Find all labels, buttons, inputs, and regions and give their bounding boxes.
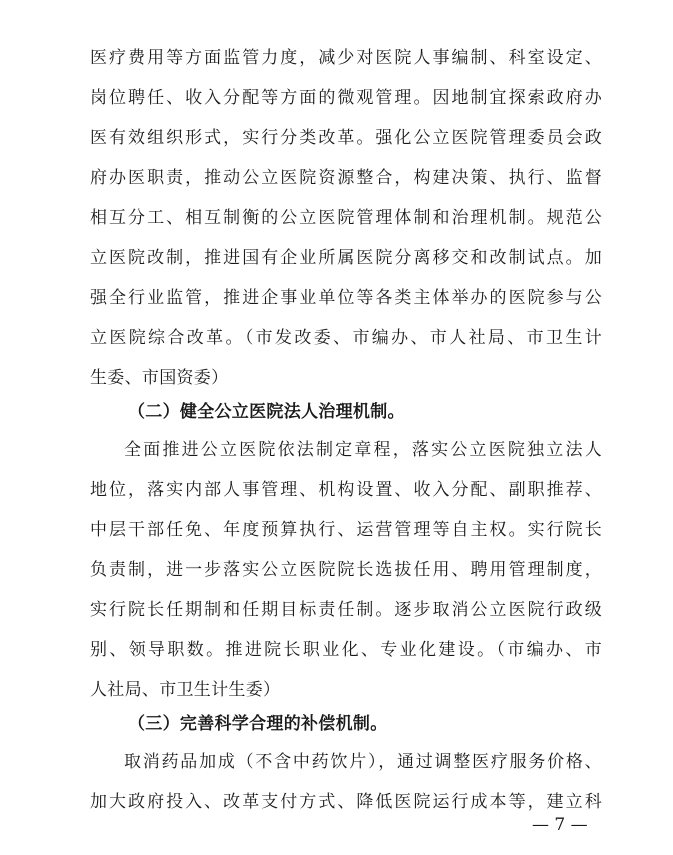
body-text-line: 强全行业监管，推进企事业单位等各类主体举办的医院参与公 — [90, 288, 602, 308]
body-text-line: 地位，落实内部人事管理、机构设置、收入分配、副职推荐、 — [90, 480, 602, 500]
body-text-line: 负责制，进一步落实公立医院院长选拔任用、聘用管理制度， — [90, 560, 602, 580]
body-text-line: 取消药品加成（不含中药饮片），通过调整医疗服务价格、 — [124, 752, 602, 772]
body-text-line: 府办医职责，推动公立医院资源整合，构建决策、执行、监督 — [90, 168, 602, 188]
body-text-line: 生委、市国资委） — [90, 368, 229, 388]
body-text-line: 全面推进公立医院依法制定章程，落实公立医院独立法人 — [124, 440, 602, 460]
body-text-line: 相互分工、相互制衡的公立医院管理体制和治理机制。规范公 — [90, 208, 602, 228]
body-text-line: 立医院改制，推进国有企业所属医院分离移交和改制试点。加 — [90, 248, 602, 268]
body-text-line: 实行院长任期制和任期目标责任制。逐步取消公立医院行政级 — [90, 600, 602, 620]
body-text-line: 医有效组织形式，实行分类改革。强化公立医院管理委员会政 — [90, 128, 602, 148]
body-text-line: 中层干部任免、年度预算执行、运营管理等自主权。实行院长 — [90, 520, 602, 540]
body-text-line: 别、领导职数。推进院长职业化、专业化建设。（市编办、市 — [90, 640, 602, 660]
page-number: — 7 — — [532, 815, 588, 835]
body-text-line: 医疗费用等方面监管力度，减少对医院人事编制、科室设定、 — [90, 48, 602, 68]
body-text-line: 人社局、市卫生计生委） — [90, 680, 281, 700]
section-heading: （三）完善科学合理的补偿机制。 — [128, 714, 388, 734]
body-text-line: 岗位聘任、收入分配等方面的微观管理。因地制宜探索政府办 — [90, 88, 602, 108]
section-heading: （二）健全公立医院法人治理机制。 — [128, 402, 405, 422]
body-text-line: 加大政府投入、改革支付方式、降低医院运行成本等，建立科 — [90, 792, 602, 812]
body-text-line: 立医院综合改革。（市发改委、市编办、市人社局、市卫生计 — [90, 328, 602, 348]
